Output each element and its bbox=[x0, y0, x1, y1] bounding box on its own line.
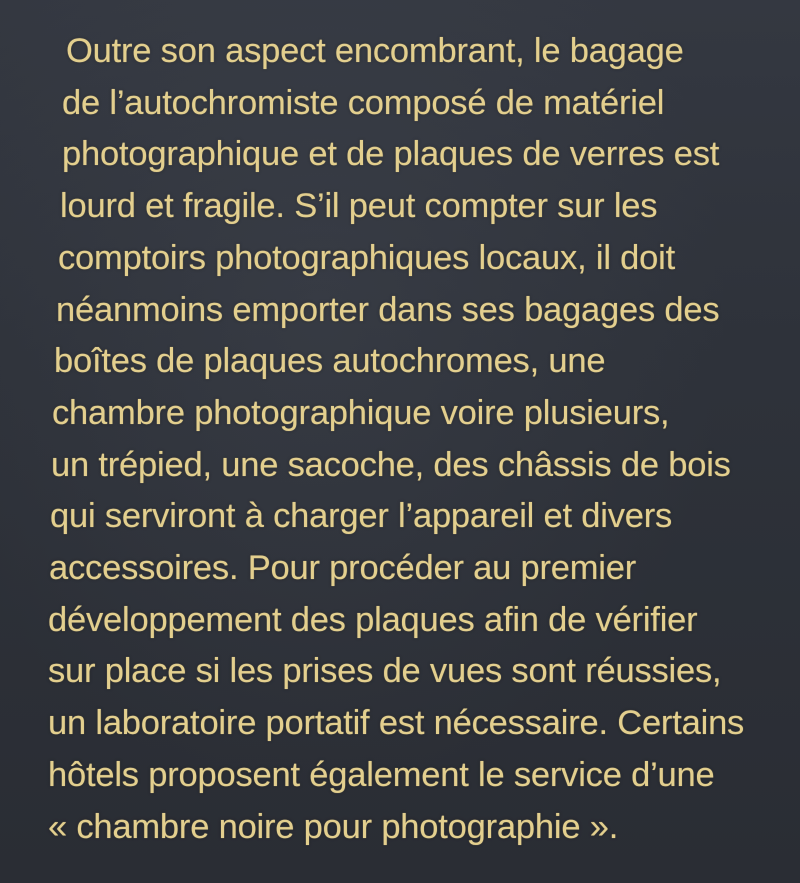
text-line: sur place si les prises de vues sont réussies, bbox=[48, 652, 722, 691]
text-line: « chambre noire pour photographie ». bbox=[48, 807, 619, 846]
text-line: hôtels proposent également le service d’une bbox=[48, 755, 715, 794]
text-line: lourd et fragile. S’il peut compter sur les bbox=[60, 187, 658, 226]
text-line: un laboratoire portatif est nécessaire. Certains bbox=[48, 704, 745, 743]
text-line: développement des plaques afin de vérifier bbox=[48, 600, 698, 639]
text-line: photographique et de plaques de verres est bbox=[62, 135, 720, 174]
text-line: Outre son aspect encombrant, le bagage bbox=[66, 32, 684, 70]
text-line: néanmoins emporter dans ses bagages des bbox=[56, 290, 720, 329]
text-line: boîtes de plaques autochromes, une bbox=[54, 342, 606, 381]
text-line: qui serviront à charger l’appareil et divers bbox=[50, 497, 673, 536]
text-line: comptoirs photographiques locaux, il doit bbox=[58, 238, 675, 277]
text-line: de l’autochromiste composé de matériel bbox=[62, 83, 665, 122]
panel-text bbox=[48, 26, 788, 853]
text-line: accessoires. Pour procéder au premier bbox=[49, 549, 637, 588]
text-line: chambre photographique voire plusieurs, bbox=[52, 393, 670, 432]
text-line: un trépied, une sacoche, des châssis de bois bbox=[51, 445, 731, 484]
